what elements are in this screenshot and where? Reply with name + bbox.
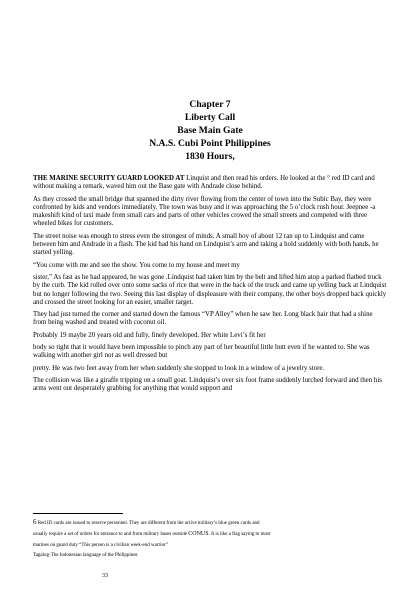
- paragraph: pretty. He was two feet away from her when suddenly she stopped to look in a window of a jewelry store.: [33, 364, 325, 372]
- body-text: [33, 175, 387, 398]
- paragraph: As they crossed the small bridge that spanned the dirty river flowing from the center of town into the Subic Bay, they were confronted by kids and vendors immediately. The town was busy and it was approaching the 5 o’clock rush hour. Jeepnee -a makeshift kind of taxi made from small cars and parts of other vehicles crowed the small streets and competed with three wheeled bikes for customers.: [33, 195, 376, 228]
- chapter-heading: [0, 98, 420, 163]
- chapter-location: Base Main Gate: [177, 125, 243, 136]
- chapter-base: N.A.S. Cubi Point Philippines: [149, 138, 271, 149]
- chapter-title: Liberty Call: [184, 112, 236, 123]
- paragraph: They had just turned the corner and started down the famous “VP Alley” when he saw her. Long black hair that had a shine from being washed and treated with coconut oil.: [33, 311, 373, 327]
- paragraph: Probably 19 maybe 20 years old and fully, finely developed. Her white Levi’s fit her: [33, 331, 266, 339]
- paragraph: The street noise was enough to stress even the strongest of minds. A small boy of about 12 ran up to Lindquist and came between him and Andrade in a flash. The kid had his hand on Lindquist’s arm and taking a hold suddenly with both hands, he started yelling.: [33, 232, 379, 257]
- paragraph-text: Linquist and then read his orders. He looked at the ° red ID card and without making a remark, waved him out the Base gate with Andrade close behind.: [33, 175, 375, 191]
- footnote-text: Red ID cards are issued to reserve personnel. They are different from the active military’s blue green cards and: [36, 521, 260, 526]
- footnote-emphasis: CONUS: [188, 531, 209, 538]
- page-number: 33: [102, 573, 108, 579]
- footnote-rule: [33, 513, 123, 514]
- footnote-line: Tagalog-The Indonesian language of the Philippines: [33, 552, 138, 558]
- footnote-line: [33, 518, 393, 528]
- paragraph: sister,” As fast as he had appeared, he was gone .Lindquist had taken him by the belt and lifted him atop a parked flatbed truck by the curb. The kid rolled over onto some sacks of rice that were in the back of the truck and came up yelling back at Lindquist but no longer following the two. Seeing this last display of displeasure with their company, the other boys dropped back quickly and crossed the street looking for an easier, smaller target.: [33, 273, 387, 306]
- footnote-line: marines on guard duty “This person is a civilian week-end warrior”: [33, 542, 168, 548]
- chapter-number: Chapter 7: [189, 99, 231, 110]
- paragraph: [33, 175, 387, 192]
- footnote-line: [33, 530, 393, 539]
- footnotes: [33, 518, 393, 562]
- chapter-time: 1830 Hours,: [185, 151, 235, 162]
- paragraph-lead: THE MARINE SECURITY GUARD LOOKED AT: [33, 175, 185, 182]
- paragraph: body so tight that it would have been impossible to pinch any part of her beautiful little butt even if he wanted to. She was walking with another girl not as well dressed but: [33, 344, 370, 360]
- footnote-marker: 6: [33, 518, 37, 526]
- paragraph: The collision was like a giraffe tripping on a small goat. Lindquist’s over six foot frame suddenly lurched forward and then his arms went out desperately grabbing for anything that would support and: [33, 376, 382, 393]
- footnote-text: . It is like a flag saying to most: [208, 532, 271, 538]
- paragraph: “You come with me and see the show. You come to my house and meet my: [33, 261, 240, 269]
- footnote-text: usually require a set of orders for entrance to and from military bases outside: [33, 532, 189, 538]
